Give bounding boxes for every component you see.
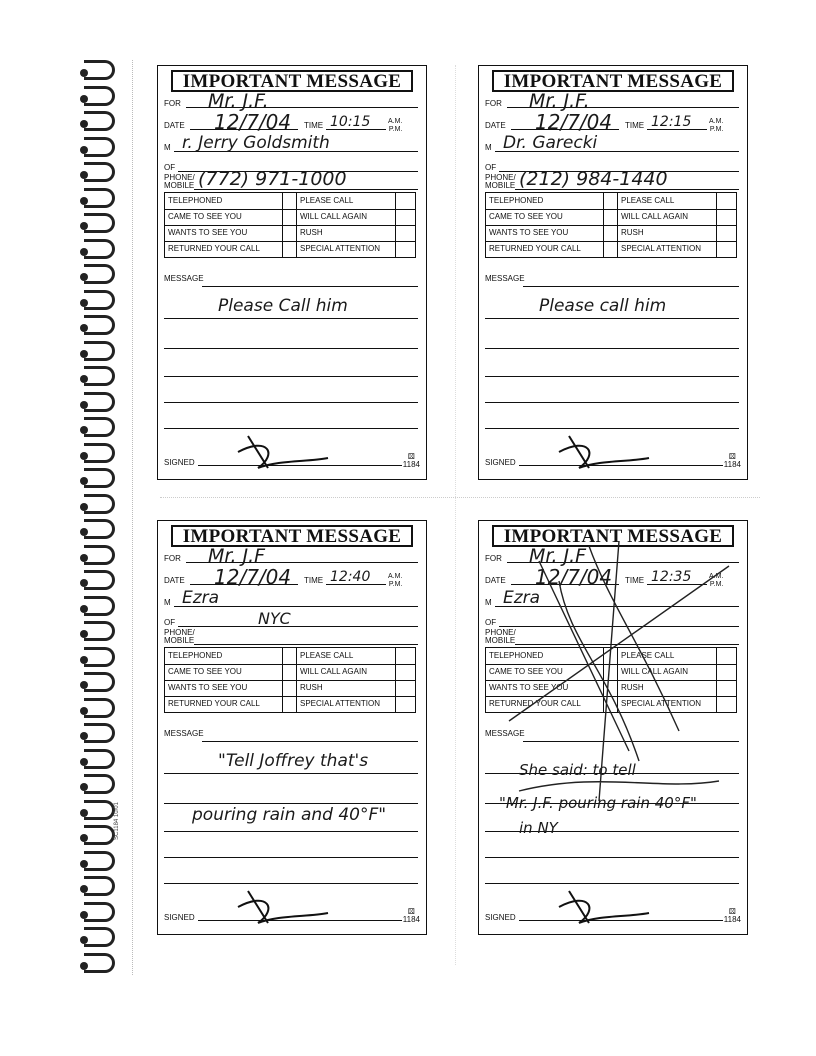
spiral-coil: [84, 468, 115, 488]
check-label: PLEASE CALL: [618, 193, 717, 209]
check-label: TELEPHONED: [486, 193, 604, 209]
signed-label: SIGNED: [164, 913, 195, 922]
check-label: RUSH: [618, 680, 717, 696]
m-label: M: [164, 143, 171, 152]
spiral-coil: [84, 239, 115, 259]
message-line: [164, 857, 418, 858]
time-label: TIME: [304, 121, 324, 130]
message-text: She said: to tell: [519, 761, 636, 779]
check-label: CAME TO SEE YOU: [486, 209, 604, 225]
of-label: OF: [485, 163, 497, 172]
spiral-coil: [84, 545, 115, 565]
checkbox[interactable]: [604, 193, 618, 209]
for-label: FOR: [164, 99, 181, 108]
check-label: TELEPHONED: [165, 648, 283, 664]
spiral-hole: [80, 324, 88, 332]
phone-value: (212) 984-1440: [519, 168, 668, 190]
pm-label: P.M.: [709, 126, 724, 133]
message-card: [478, 65, 748, 480]
message-card: [478, 520, 748, 935]
message-line: [164, 803, 418, 804]
checkbox[interactable]: [283, 241, 297, 257]
spiral-hole: [80, 171, 88, 179]
of-label: OF: [485, 618, 497, 627]
date-label: DATE: [164, 121, 185, 130]
check-label: PLEASE CALL: [297, 648, 396, 664]
check-label: SPECIAL ATTENTION: [618, 241, 717, 257]
check-label: WILL CALL AGAIN: [618, 664, 717, 680]
spiral-coil: [84, 749, 115, 769]
of-label: OF: [164, 618, 176, 627]
time-label: TIME: [304, 576, 324, 585]
for-label: FOR: [164, 554, 181, 563]
phone-value: (772) 971-1000: [198, 168, 347, 190]
perforation-horizontal: [160, 497, 760, 498]
check-label: RUSH: [297, 225, 396, 241]
date-value: 12/7/04: [535, 565, 613, 589]
signed-label: SIGNED: [485, 913, 516, 922]
check-label: RUSH: [297, 680, 396, 696]
logo-icon: ⚄: [407, 452, 415, 461]
check-label: SPECIAL ATTENTION: [618, 696, 717, 712]
spiral-coil: [84, 927, 115, 947]
for-value: Mr. J.F.: [529, 90, 590, 112]
check-label: RETURNED YOUR CALL: [486, 696, 604, 712]
spiral-coil: [84, 570, 115, 590]
spiral-coil: [84, 443, 115, 463]
check-label: SPECIAL ATTENTION: [297, 241, 396, 257]
checkbox-grid: [164, 647, 416, 713]
am-label: A.M.: [709, 118, 724, 125]
perforation: [132, 60, 133, 975]
checkbox[interactable]: [396, 696, 415, 712]
spiral-hole: [80, 834, 88, 842]
checkbox[interactable]: [604, 241, 618, 257]
am-label: A.M.: [709, 573, 724, 580]
check-label: TELEPHONED: [165, 193, 283, 209]
pm-label: P.M.: [388, 126, 403, 133]
signature: [228, 889, 338, 929]
message-label: MESSAGE: [485, 729, 525, 738]
checkbox-grid: [485, 192, 737, 258]
for-field: [164, 549, 418, 565]
message-text: "Mr. J.F. pouring rain 40°F": [499, 794, 697, 812]
spiral-hole: [80, 783, 88, 791]
checkbox[interactable]: [396, 193, 415, 209]
spiral-hole: [80, 452, 88, 460]
spiral-coil: [84, 825, 115, 845]
checkbox[interactable]: [396, 225, 415, 241]
message-line: [164, 773, 418, 774]
crossout-scribble: [479, 521, 749, 936]
phone-mobile-label: PHONE/ MOBILE: [164, 628, 195, 645]
spiral-hole: [80, 860, 88, 868]
spiral-coil: [84, 417, 115, 437]
spiral-coil: [84, 86, 115, 106]
check-label: SPECIAL ATTENTION: [297, 696, 396, 712]
logo-icon: ⚄: [728, 907, 736, 916]
spiral-coil: [84, 366, 115, 386]
spiral-coil: [84, 902, 115, 922]
spiral-coil: [84, 774, 115, 794]
spiral-hole: [80, 605, 88, 613]
check-label: PLEASE CALL: [297, 193, 396, 209]
form-title: IMPORTANT MESSAGE: [171, 70, 413, 92]
message-line: [523, 286, 739, 287]
for-label: FOR: [485, 554, 502, 563]
checkbox-grid: [164, 192, 416, 258]
time-label: TIME: [625, 576, 645, 585]
date-value: 12/7/04: [535, 110, 613, 134]
message-label: MESSAGE: [164, 274, 204, 283]
spiral-hole: [80, 503, 88, 511]
spiral-coil: [84, 851, 115, 871]
spiral-coil: [84, 60, 115, 80]
spiral-coil: [84, 723, 115, 743]
checkbox[interactable]: [283, 664, 297, 680]
am-pm: [388, 573, 402, 589]
signed-label: SIGNED: [485, 458, 516, 467]
m-value: Ezra: [182, 588, 220, 608]
phone-field: [164, 627, 418, 647]
form-logo: ⚄ 1184: [402, 452, 420, 469]
spiral-hole: [80, 222, 88, 230]
message-line: [202, 286, 418, 287]
spine-code: SC1184 10/01: [114, 802, 120, 840]
spiral-coil: [84, 647, 115, 667]
checkbox[interactable]: [717, 209, 736, 225]
message-text: in NY: [519, 819, 558, 837]
spiral-coil: [84, 392, 115, 412]
check-label: WANTS TO SEE YOU: [165, 225, 283, 241]
message-line: [164, 318, 418, 319]
check-label: CAME TO SEE YOU: [165, 209, 283, 225]
spiral-coil: [84, 621, 115, 641]
spiral-hole: [80, 911, 88, 919]
spiral-coil: [84, 188, 115, 208]
checkbox[interactable]: [604, 209, 618, 225]
spiral-coil: [84, 290, 115, 310]
date-value: 12/7/04: [214, 565, 292, 589]
check-label: RETURNED YOUR CALL: [165, 241, 283, 257]
spiral-coil: [84, 213, 115, 233]
message-text: Please Call him: [218, 296, 348, 316]
checkbox[interactable]: [396, 209, 415, 225]
spiral-coil: [84, 162, 115, 182]
message-line: [202, 741, 418, 742]
time-label: TIME: [625, 121, 645, 130]
signature: [549, 434, 659, 474]
spiral-hole: [80, 758, 88, 766]
signed-label: SIGNED: [164, 458, 195, 467]
check-label: WANTS TO SEE YOU: [486, 225, 604, 241]
for-value: Mr. J.F.: [208, 90, 269, 112]
spiral-coil: [84, 596, 115, 616]
m-label: M: [485, 143, 492, 152]
spiral-coil: [84, 953, 115, 973]
spiral-hole: [80, 401, 88, 409]
spiral-hole: [80, 248, 88, 256]
check-label: RETURNED YOUR CALL: [165, 696, 283, 712]
check-label: CAME TO SEE YOU: [486, 664, 604, 680]
spiral-hole: [80, 477, 88, 485]
for-label: FOR: [485, 99, 502, 108]
message-label: MESSAGE: [164, 729, 204, 738]
check-label: WANTS TO SEE YOU: [486, 680, 604, 696]
for-field: [485, 94, 739, 110]
perforation-vertical: [455, 65, 456, 965]
spiral-hole: [80, 146, 88, 154]
logo-icon: ⚄: [728, 452, 736, 461]
message-text: pouring rain and 40°F": [192, 805, 387, 825]
phone-mobile-label: PHONE/ MOBILE: [164, 173, 195, 190]
for-value: Mr. J.F: [529, 545, 587, 567]
checkbox[interactable]: [396, 680, 415, 696]
message-line: [485, 348, 739, 349]
checkbox[interactable]: [396, 664, 415, 680]
message-line: [485, 318, 739, 319]
spiral-coil: [84, 137, 115, 157]
pm-label: P.M.: [388, 581, 403, 588]
checkbox[interactable]: [604, 225, 618, 241]
spiral-hole: [80, 656, 88, 664]
am-pm: [709, 118, 723, 134]
spiral-coil: [84, 672, 115, 692]
spiral-hole: [80, 299, 88, 307]
spiral-coil: [84, 800, 115, 820]
time-value: 12:15: [651, 114, 692, 130]
check-label: WANTS TO SEE YOU: [165, 680, 283, 696]
m-value: Dr. Garecki: [503, 133, 598, 153]
of-value: NYC: [258, 609, 291, 628]
spiral-coil: [84, 519, 115, 539]
time-value: 10:15: [330, 114, 371, 130]
phone-mobile-label: PHONE/ MOBILE: [485, 173, 516, 190]
check-label: WILL CALL AGAIN: [618, 209, 717, 225]
checkbox[interactable]: [283, 193, 297, 209]
message-text: "Tell Joffrey that's: [218, 751, 369, 771]
spiral-hole: [80, 95, 88, 103]
checkbox[interactable]: [283, 209, 297, 225]
check-label: CAME TO SEE YOU: [165, 664, 283, 680]
message-line: [485, 376, 739, 377]
am-label: A.M.: [388, 118, 403, 125]
spiral-hole: [80, 707, 88, 715]
spiral-hole: [80, 630, 88, 638]
spiral-hole: [80, 681, 88, 689]
message-line: [164, 402, 418, 403]
spiral-hole: [80, 885, 88, 893]
phone-mobile-label: PHONE/ MOBILE: [485, 628, 516, 645]
for-field: [164, 94, 418, 110]
spiral-hole: [80, 962, 88, 970]
checkbox[interactable]: [396, 241, 415, 257]
spiral-coil: [84, 494, 115, 514]
checkbox[interactable]: [283, 696, 297, 712]
check-label: WILL CALL AGAIN: [297, 664, 396, 680]
pm-label: P.M.: [709, 581, 724, 588]
message-label: MESSAGE: [485, 274, 525, 283]
m-label: M: [485, 598, 492, 607]
m-value: r. Jerry Goldsmith: [182, 133, 330, 153]
spiral-hole: [80, 69, 88, 77]
checkbox[interactable]: [283, 225, 297, 241]
spiral-hole: [80, 197, 88, 205]
form-title: IMPORTANT MESSAGE: [492, 70, 734, 92]
spiral-coil: [84, 315, 115, 335]
m-label: M: [164, 598, 171, 607]
checkbox[interactable]: [283, 648, 297, 664]
spiral-hole: [80, 375, 88, 383]
spiral-hole: [80, 350, 88, 358]
message-line: [164, 348, 418, 349]
spiral-hole: [80, 528, 88, 536]
checkbox[interactable]: [717, 241, 736, 257]
form-logo: ⚄ 1184: [723, 452, 741, 469]
check-label: WILL CALL AGAIN: [297, 209, 396, 225]
spiral-hole: [80, 579, 88, 587]
spiral-hole: [80, 426, 88, 434]
spiral-coil: [84, 111, 115, 131]
form-logo: ⚄ 1184: [402, 907, 420, 924]
check-label: RUSH: [618, 225, 717, 241]
form-title: IMPORTANT MESSAGE: [492, 525, 734, 547]
time-value: 12:35: [651, 569, 692, 585]
checkbox[interactable]: [283, 680, 297, 696]
spiral-hole: [80, 809, 88, 817]
spiral-coil: [84, 264, 115, 284]
message-line: [164, 376, 418, 377]
date-label: DATE: [164, 576, 185, 585]
checkbox[interactable]: [396, 648, 415, 664]
m-value: Ezra: [503, 588, 541, 608]
check-label: RETURNED YOUR CALL: [486, 241, 604, 257]
am-pm: [388, 118, 402, 134]
for-value: Mr. J.F: [208, 545, 266, 567]
spiral-hole: [80, 120, 88, 128]
check-label: PLEASE CALL: [618, 648, 717, 664]
message-line: [164, 831, 418, 832]
time-value: 12:40: [330, 569, 371, 585]
spiral-coil: [84, 698, 115, 718]
logo-icon: ⚄: [407, 907, 415, 916]
message-card: [157, 520, 427, 935]
date-label: DATE: [485, 121, 506, 130]
message-line: [164, 428, 418, 429]
form-title: IMPORTANT MESSAGE: [171, 525, 413, 547]
spiral-coil: [84, 341, 115, 361]
spiral-hole: [80, 273, 88, 281]
form-logo: ⚄ 1184: [723, 907, 741, 924]
message-card: [157, 65, 427, 480]
checkbox[interactable]: [717, 193, 736, 209]
spiral-hole: [80, 554, 88, 562]
date-label: DATE: [485, 576, 506, 585]
message-line: [485, 428, 739, 429]
date-value: 12/7/04: [214, 110, 292, 134]
spiral-coil: [84, 876, 115, 896]
signature: [228, 434, 338, 474]
spiral-hole: [80, 732, 88, 740]
checkbox[interactable]: [717, 225, 736, 241]
check-label: TELEPHONED: [486, 648, 604, 664]
spiral-hole: [80, 936, 88, 944]
message-line: [485, 402, 739, 403]
message-text: Please call him: [539, 296, 667, 316]
of-label: OF: [164, 163, 176, 172]
message-line: [164, 883, 418, 884]
am-label: A.M.: [388, 573, 403, 580]
